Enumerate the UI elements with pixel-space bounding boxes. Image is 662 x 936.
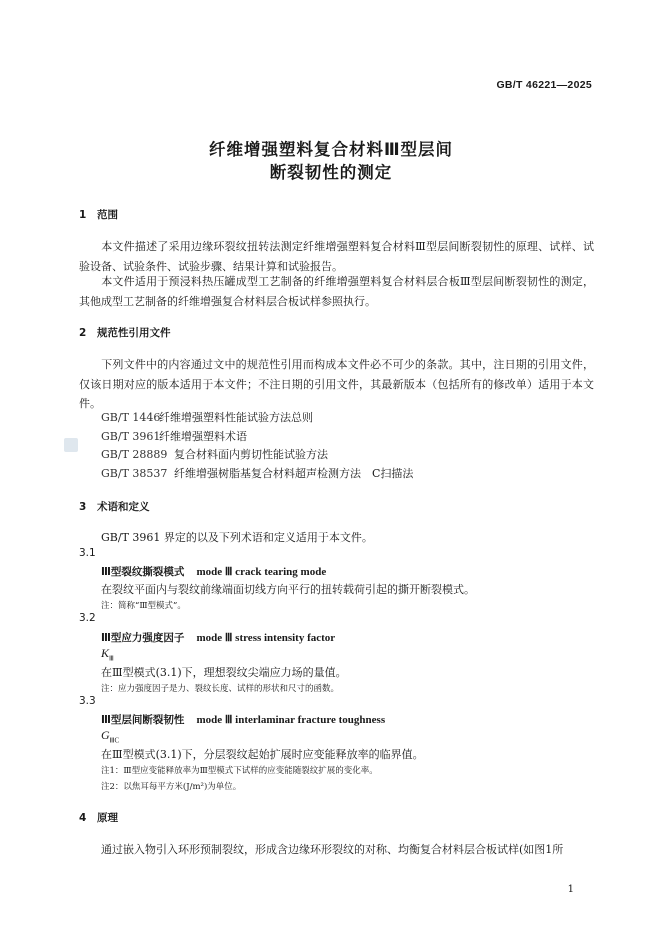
section-4-heading [79,810,118,825]
term-title: Ⅲ型裂纹撕裂模式 mode Ⅲ crack tearing mode [101,566,327,578]
section-4-paragraph-1: 通过嵌入物引入环形预制裂纹，形成含边缘环形裂纹的对称、均衡复合材料层合板试样(如图1所 [101,843,564,856]
section-3-paragraph-1: GB/T 3961 界定的以及下列术语和定义适用于本文件。 [101,531,373,544]
page-number: 1 [567,884,574,895]
section-1-paragraph-1: 本文件描述了采用边缘环裂纹扭转法测定纤维增强塑料复合材料Ⅲ型层间断裂韧性的原理、试样、试验设备、试验条件、试验步骤、结果计算和试验报告。 [79,240,594,273]
term-title: Ⅲ型应力强度因子 mode Ⅲ stress intensity factor [101,632,336,644]
document-title-line1: 纤维增强塑料复合材料Ⅲ型层间 [208,140,454,159]
term-definition: 在裂纹平面内与裂纹前缘端面切线方向平行的扭转载荷引起的撕开断裂模式。 [101,583,475,596]
section-number: 4 [79,812,87,824]
section-number: 2 [79,327,87,339]
term-number: 3.2 [79,612,96,624]
section-title: 术语和定义 [97,501,150,513]
term-definition: 在Ⅲ型模式(3.1)下，理想裂纹尖端应力场的量值。 [101,666,347,679]
section-1-heading [79,207,118,222]
reference-item: GB/T 38537 纤维增强树脂基复合材料超声检测方法 C扫描法 [101,467,414,480]
standard-number: GB/T 46221—2025 [496,79,592,91]
term-note: 注1：Ⅲ型应变能释放率为Ⅲ型模式下试样的应变能随裂纹扩展的变化率。 [101,766,378,776]
section-3-heading [79,499,150,514]
term-symbol: $G_{ⅢC}$ [101,728,120,745]
reference-item: GB/T 1446纤维增强塑料性能试验方法总则 [101,411,313,424]
term-title: Ⅲ型层间断裂韧性 mode Ⅲ interlaminar fracture toughness [101,714,386,726]
term-note: 注：应力强度因子是力、裂纹长度、试样的形状和尺寸的函数。 [101,684,340,694]
term-number: 3.1 [79,547,96,559]
section-title: 规范性引用文件 [97,327,171,339]
margin-watermark-icon [64,438,78,452]
section-2-heading [79,325,171,340]
section-title: 范围 [97,209,118,221]
document-title-line2: 断裂韧性的测定 [269,163,393,182]
term-number: 3.3 [79,695,96,707]
term-note: 注：简称“Ⅲ型模式”。 [101,601,186,611]
section-1-paragraph-2: 本文件适用于预浸料热压罐成型工艺制备的纤维增强塑料复合材料层合板Ⅲ型层间断裂韧性的测定，其他成型工艺制备的纤维增强复合材料层合板试样参照执行。 [79,275,594,308]
section-number: 3 [79,501,87,513]
section-2-paragraph-1: 下列文件中的内容通过文中的规范性引用而构成本文件必不可少的条款。其中，注日期的引用文件，仅该日期对应的版本适用于本文件；不注日期的引用文件，其最新版本（包括所有的修改单）适用于本文件。 [79,358,594,410]
term-symbol: $K_Ⅲ$ [101,646,114,663]
reference-item: GB/T 3961纤维增强塑料术语 [101,430,247,443]
term-note: 注2：以焦耳每平方米(J/m²)为单位。 [101,782,242,792]
term-definition: 在Ⅲ型模式(3.1)下，分层裂纹起始扩展时应变能释放率的临界值。 [101,748,424,761]
section-number: 1 [79,209,87,221]
reference-item: GB/T 28889 复合材料面内剪切性能试验方法 [101,448,328,461]
section-title: 原理 [97,812,118,824]
